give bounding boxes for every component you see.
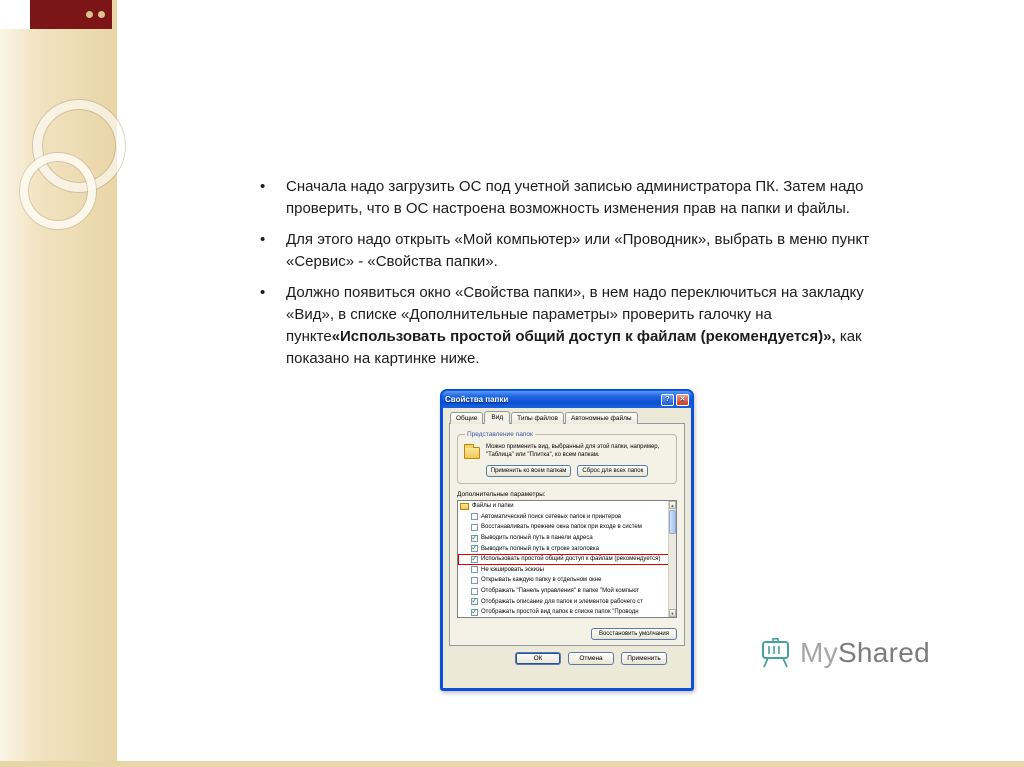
view-tab-panel (449, 423, 685, 646)
checkbox[interactable] (471, 577, 478, 584)
check-icon: ✓ (471, 606, 478, 616)
check-icon: ✓ (471, 543, 478, 553)
checkbox[interactable] (471, 598, 478, 605)
dialog-footer (449, 652, 685, 665)
folder-options-dialog (440, 389, 694, 691)
list-item[interactable] (458, 543, 676, 554)
checkbox[interactable] (471, 566, 478, 573)
option-label: Восстанавливать прежние окна папок при входе в систем (481, 524, 642, 531)
watermark-text (800, 637, 930, 669)
tab-offline-files[interactable]: Автономные файлы (565, 412, 638, 424)
groupbox-caption: Представление папок (467, 431, 533, 438)
list-item[interactable] (458, 575, 676, 586)
folder-icon (464, 447, 480, 459)
bullet-text-pre: Должно появиться окно «Свойства папки», в нем надо переключиться на закладку «Вид», в списке «Дополнительные параметры» проверить галочку на пункте (286, 284, 864, 345)
apply-button[interactable]: Применить (621, 652, 667, 665)
circle-decoration (20, 153, 96, 229)
list-group-files-and-folders (458, 501, 676, 512)
apply-to-all-folders-button[interactable]: Применить ко всем папкам (486, 465, 572, 477)
list-item[interactable] (458, 607, 676, 618)
restore-defaults-button[interactable]: Восстановить умолчания (591, 628, 677, 640)
bullet-item (258, 282, 898, 370)
dialog-titlebar[interactable] (442, 391, 692, 408)
scrollbar[interactable] (668, 501, 676, 617)
bullet-item (258, 229, 898, 273)
checkbox[interactable] (471, 513, 478, 520)
bullet-text-pre: Сначала надо загрузить ОС под учетной записью администратора ПК. Затем надо проверить, что в ОС настроена возможность изменения прав на папки и файлы. (286, 178, 864, 217)
accent-dot (98, 11, 105, 18)
close-icon: ✕ (679, 396, 686, 403)
arrow-up-icon: ▲ (670, 502, 675, 508)
bullet-text (286, 229, 898, 273)
option-label: Отображать описание для папок и элементов рабочего ст (481, 598, 643, 605)
check-icon: ✓ (471, 553, 478, 563)
option-label: Использовать простой общий доступ к файлам (рекомендуется) (481, 556, 661, 563)
corner-decoration (0, 0, 30, 29)
bullet-text-bold: «Использовать простой общий доступ к файлам (рекомендуется)», (331, 328, 836, 345)
bullet-text (286, 176, 898, 220)
tab-file-types[interactable]: Типы файлов (511, 412, 564, 424)
bullet-marker: • (260, 231, 266, 248)
arrow-down-icon: ▼ (670, 610, 675, 616)
list-item[interactable] (458, 522, 676, 533)
check-icon: ✓ (471, 532, 478, 542)
checkbox[interactable] (471, 524, 478, 531)
checkbox[interactable] (471, 588, 478, 595)
option-label: Отображать простой вид папок в списке папок "Проводн (481, 609, 639, 616)
bullet-marker: • (260, 178, 266, 195)
scrollbar-thumb[interactable] (669, 510, 676, 534)
help-button[interactable] (661, 394, 674, 406)
advanced-settings-label: Дополнительные параметры: (457, 491, 546, 498)
list-item-highlighted[interactable] (458, 554, 676, 565)
help-icon: ? (665, 396, 670, 403)
groupbox-description: Можно применить вид, выбранный для этой папки, например, "Таблица" или "Плитка", ко всем папкам. (486, 444, 660, 458)
advanced-settings-list[interactable] (457, 500, 677, 618)
bottom-border (0, 761, 1024, 767)
myshared-watermark (760, 637, 930, 669)
bullet-item (258, 176, 898, 220)
option-label: Открывать каждую папку в отдельном окне (481, 577, 602, 584)
option-label: Не кэшировать эскизы (481, 566, 544, 573)
checkbox[interactable] (471, 606, 478, 616)
reset-all-folders-button[interactable]: Сброс для всех папок (577, 465, 648, 477)
option-label: Автоматический поиск сетевых папок и принтеров (481, 513, 622, 520)
list-item[interactable] (458, 533, 676, 544)
accent-bar (30, 0, 112, 29)
list-item[interactable] (458, 586, 676, 597)
checkbox[interactable] (471, 545, 478, 552)
ok-button[interactable]: ОК (515, 652, 561, 665)
slide-body (258, 176, 898, 379)
tab-view[interactable]: Вид (484, 411, 510, 424)
check-icon: ✓ (471, 596, 478, 606)
checkbox[interactable] (471, 532, 478, 542)
scroll-up-button[interactable] (669, 501, 676, 509)
watermark-my: My (800, 637, 838, 668)
tab-strip (449, 412, 685, 424)
option-label: Отображать "Панель управления" в папке "Мой компьют (481, 588, 640, 595)
list-item[interactable] (458, 596, 676, 607)
bullet-text-pre: Для этого надо открыть «Мой компьютер» или «Проводник», выбрать в меню пункт «Сервис» - «Свойства папки». (286, 231, 870, 270)
option-label: Выводить полный путь в строке заголовка (481, 545, 599, 552)
close-button[interactable] (676, 394, 689, 406)
list-group-label: Файлы и папки (472, 503, 514, 510)
dialog-body (443, 408, 691, 670)
option-label: Выводить полный путь в панели адреса (481, 535, 593, 542)
bullet-text-post: как показано на картинке ниже. (286, 328, 862, 367)
accent-dot (86, 11, 93, 18)
list-item[interactable] (458, 512, 676, 523)
restore-defaults-row (457, 622, 677, 640)
scroll-down-button[interactable] (669, 609, 676, 617)
folder-icon (460, 503, 469, 510)
checkbox[interactable] (471, 553, 478, 563)
cancel-button[interactable]: Отмена (568, 652, 614, 665)
dialog-title: Свойства папки (445, 395, 509, 404)
groupbox-row (464, 443, 670, 459)
watermark-shared: Shared (837, 637, 931, 668)
folder-views-groupbox (457, 431, 677, 484)
groupbox-buttons (464, 465, 670, 477)
tab-general[interactable]: Общие (450, 412, 483, 424)
presentation-board-icon (760, 638, 792, 668)
list-item[interactable] (458, 565, 676, 576)
bullet-marker: • (260, 284, 266, 301)
bullet-text (286, 282, 898, 370)
